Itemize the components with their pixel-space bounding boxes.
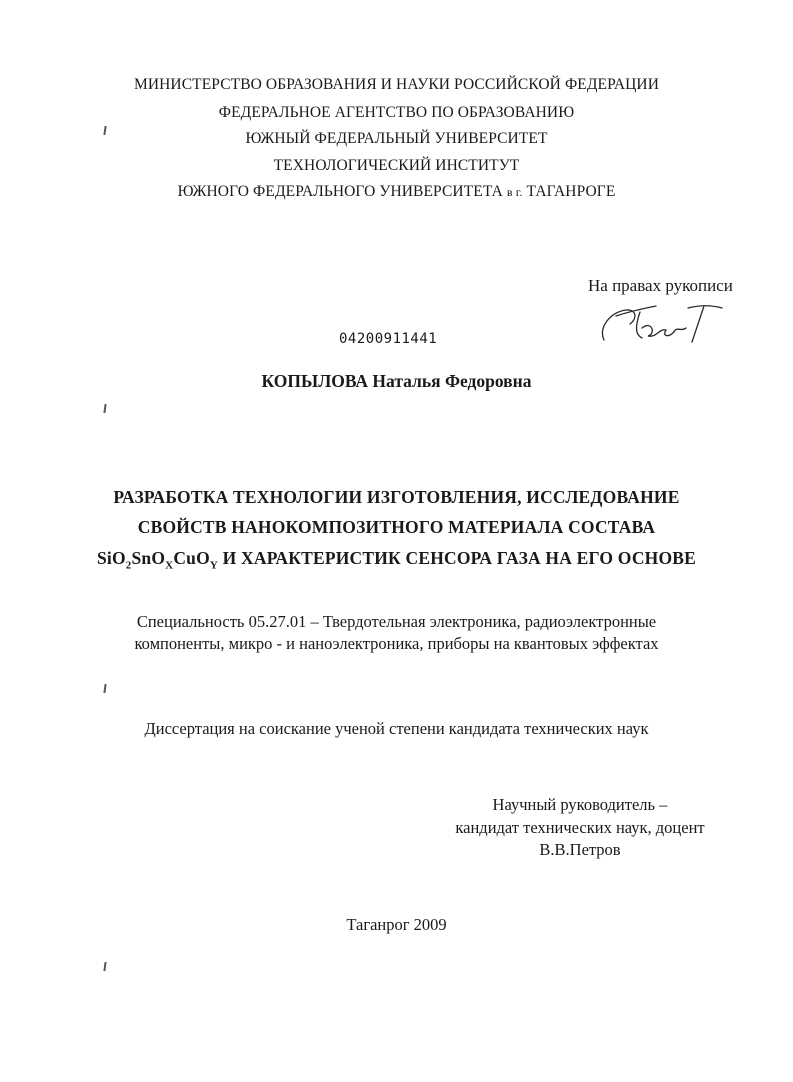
specialty-line-1: Специальность 05.27.01 – Твердотельная электроника, радиоэлектронные <box>136 612 657 631</box>
author-name: КОПЫЛОВА Наталья Федоровна <box>261 371 532 391</box>
city-year: Таганрог 2009 <box>346 915 447 934</box>
agency-name: ФЕДЕРАЛЬНОЕ АГЕНТСТВО ПО ОБРАЗОВАНИЮ <box>218 104 575 121</box>
title-line-3-rest: И ХАРАКТЕРИСТИК СЕНСОРА ГАЗА НА ЕГО ОСНОВЕ <box>218 548 697 568</box>
degree-statement: Диссертация на соискание ученой степени кандидата технических наук <box>144 719 649 738</box>
formula-sub-1: 2 <box>125 559 132 572</box>
thesis-title-line-2: СВОЙСТВ НАНОКОМПОЗИТНОГО МАТЕРИАЛА СОСТАВА <box>137 517 656 537</box>
formula-sub-2: X <box>165 559 174 572</box>
formula-part-2: SnO <box>131 548 166 568</box>
formula-part-1: SiO <box>96 548 126 568</box>
inventory-number: 04200911441 <box>339 331 438 347</box>
institute-name: ТЕХНОЛОГИЧЕСКИЙ ИНСТИТУТ <box>273 157 520 174</box>
university-name: ЮЖНЫЙ ФЕДЕРАЛЬНЫЙ УНИВЕРСИТЕТ <box>245 130 548 147</box>
formula-part-3: CuO <box>173 548 210 568</box>
author-signature <box>596 298 736 348</box>
formula-sub-3: Y <box>209 559 219 572</box>
institute-location-city: ТАГАНРОГЕ <box>526 183 616 200</box>
supervisor-label: Научный руководитель – <box>492 795 668 814</box>
scan-mark <box>103 404 106 413</box>
institute-location-main: ЮЖНОГО ФЕДЕРАЛЬНОГО УНИВЕРСИТЕТА <box>177 183 503 200</box>
scan-mark <box>103 684 106 693</box>
supervisor-title: кандидат технических наук, доцент <box>455 818 705 837</box>
ministry-name: МИНИСТЕРСТВО ОБРАЗОВАНИЯ И НАУКИ РОССИЙСКОЙ ФЕДЕРАЦИИ <box>133 76 660 93</box>
institute-location <box>0 183 793 201</box>
thesis-title-line-1: РАЗРАБОТКА ТЕХНОЛОГИИ ИЗГОТОВЛЕНИЯ, ИССЛЕДОВАНИЕ <box>113 487 680 507</box>
institute-location-prep: в г. <box>506 185 523 199</box>
thesis-title-line-3 <box>0 548 793 572</box>
scan-mark <box>103 962 106 971</box>
specialty-line-2: компоненты, микро - и наноэлектроника, приборы на квантовых эффектах <box>134 634 659 653</box>
supervisor-name: В.В.Петров <box>539 840 621 859</box>
manuscript-note: На правах рукописи <box>588 276 733 295</box>
